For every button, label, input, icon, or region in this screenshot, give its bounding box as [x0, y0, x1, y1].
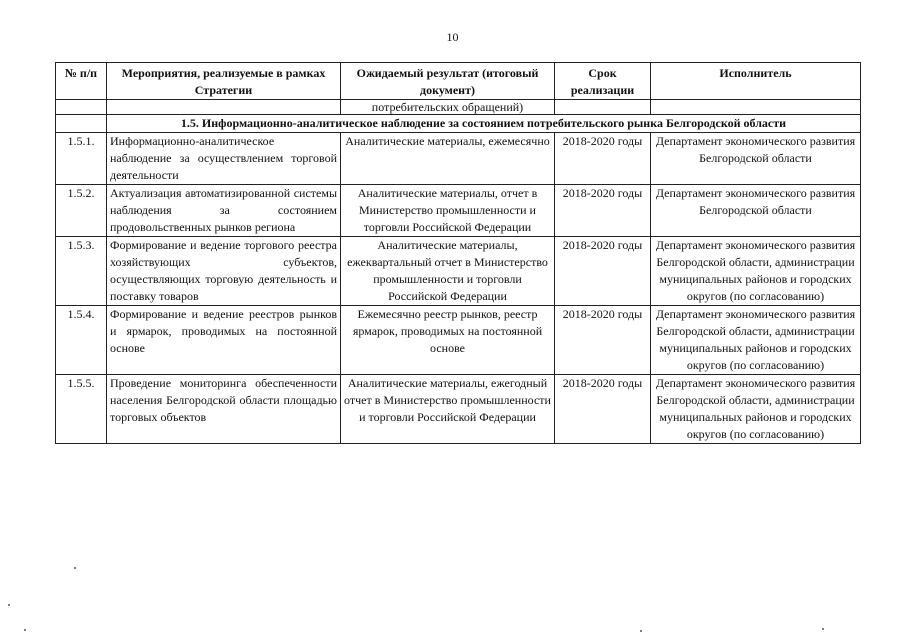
scan-speck: [74, 567, 76, 569]
scan-speck: [24, 629, 26, 631]
scan-speck: [822, 628, 824, 630]
row-num: 1.5.3.: [56, 237, 107, 306]
header-activity: Мероприятия, реализуемые в рамках Стратегии: [107, 63, 341, 100]
continuation-result: потребительских обращений): [341, 100, 555, 115]
row-term: 2018-2020 годы: [555, 185, 651, 237]
section-num-cell: [56, 115, 107, 133]
row-term: 2018-2020 годы: [555, 237, 651, 306]
row-executor: Департамент экономического развития Белгородской области, администрации муниципальных районов и городских округов (по согласованию): [651, 237, 861, 306]
row-num: 1.5.4.: [56, 306, 107, 375]
table-row: [56, 375, 861, 444]
page-number: 10: [446, 30, 459, 44]
row-num: 1.5.2.: [56, 185, 107, 237]
continuation-row: [56, 100, 861, 115]
scan-speck: [8, 604, 10, 606]
row-activity: Формирование и ведение торгового реестра хозяйствующих субъектов, осуществляющих торговую деятельность и поставку товаров: [107, 237, 341, 306]
row-num: 1.5.1.: [56, 133, 107, 185]
header-result: Ожидаемый результат (итоговый документ): [341, 63, 555, 100]
section-row: [56, 115, 861, 133]
row-result: Аналитические материалы, ежегодный отчет в Министерство промышленности и торговли Российской Федерации: [341, 375, 555, 444]
row-executor: Департамент экономического развития Белгородской области: [651, 133, 861, 185]
header-num: № п/п: [56, 63, 107, 100]
strategy-activities-table: [55, 62, 861, 444]
row-term: 2018-2020 годы: [555, 306, 651, 375]
header-executor: Исполнитель: [651, 63, 861, 100]
continuation-activity: [107, 100, 341, 115]
row-result: Ежемесячно реестр рынков, реестр ярмарок, проводимых на постоянной основе: [341, 306, 555, 375]
table-row: [56, 133, 861, 185]
row-term: 2018-2020 годы: [555, 133, 651, 185]
table-row: [56, 237, 861, 306]
table-row: [56, 306, 861, 375]
row-executor: Департамент экономического развития Белгородской области: [651, 185, 861, 237]
row-activity: Проведение мониторинга обеспеченности населения Белгородской области площадью торговых объектов: [107, 375, 341, 444]
table-row: [56, 185, 861, 237]
row-executor: Департамент экономического развития Белгородской области, администрации муниципальных районов и городских округов (по согласованию): [651, 375, 861, 444]
row-term: 2018-2020 годы: [555, 375, 651, 444]
section-title: 1.5. Информационно-аналитическое наблюдение за состоянием потребительского рынка Белгородской области: [107, 115, 861, 133]
header-term: Срок реализации: [555, 63, 651, 100]
continuation-num: [56, 100, 107, 115]
row-result: Аналитические материалы, ежемесячно: [341, 133, 555, 185]
table-header-row: [56, 63, 861, 100]
continuation-executor: [651, 100, 861, 115]
continuation-term: [555, 100, 651, 115]
row-result: Аналитические материалы, ежеквартальный отчет в Министерство промышленности и торговли Российской Федерации: [341, 237, 555, 306]
row-result: Аналитические материалы, отчет в Министерство промышленности и торговли Российской Федерации: [341, 185, 555, 237]
scan-speck: [640, 630, 642, 632]
row-activity: Актуализация автоматизированной системы наблюдения за состоянием продовольственных рынков региона: [107, 185, 341, 237]
row-activity: Формирование и ведение реестров рынков и ярмарок, проводимых на постоянной основе: [107, 306, 341, 375]
row-activity: Информационно-аналитическое наблюдение за осуществлением торговой деятельности: [107, 133, 341, 185]
row-num: 1.5.5.: [56, 375, 107, 444]
row-executor: Департамент экономического развития Белгородской области, администрации муниципальных районов и городских округов (по согласованию): [651, 306, 861, 375]
